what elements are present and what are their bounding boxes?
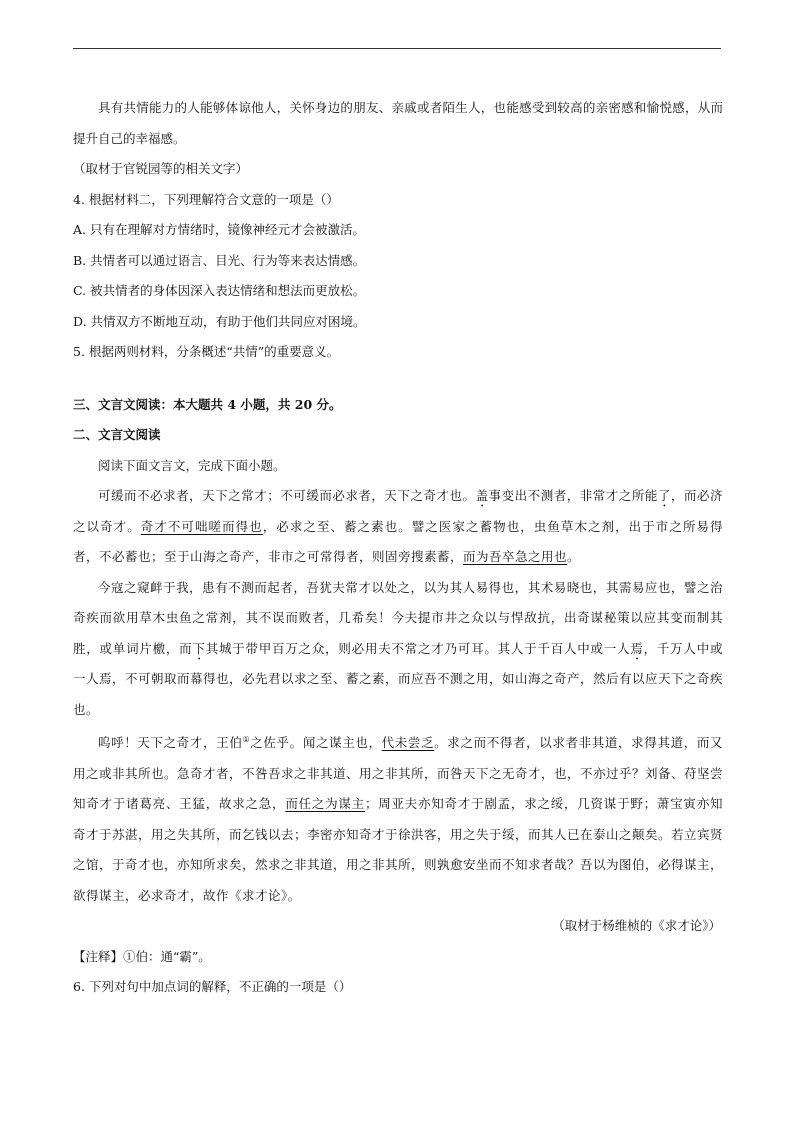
passage-line-1: 具有共情能力的人能够体谅他人，关怀身边的朋友、亲戚或者陌生人，也能感受到较高的亲密感和愉 — [98, 100, 660, 115]
footnote-marker: ① — [242, 735, 251, 744]
question-6-stem: 6. 下列对句中加点词的解释，不正确的一项是（） — [73, 979, 352, 995]
cp1-underlined-sentence-1: 奇才不可咄嗟而得也 — [140, 518, 263, 534]
cp3-text-b: 之佐乎。闻之谋主也， — [250, 735, 382, 751]
cp3-text-a: 呜呼！天下之奇才，王伯 — [98, 735, 243, 751]
section-3-title: 三、文言文阅读：本大题共 4 小题，共 20 分。 — [73, 396, 342, 412]
cp3-underlined-phrase-1: 代未尝乏 — [381, 735, 435, 751]
cp1-text-c: 事变出不测者，非常才之所能 — [488, 488, 658, 503]
cp1-text-g: ，必求之至、蓄之素也。譬之医家之蓄物也，虫鱼草木之剂，出于市之所易得者，不必蓄也；至于山海之奇产，非市之可常得者，则固旁搜素蓄， — [73, 518, 723, 564]
classical-paragraph-1 — [73, 481, 723, 573]
question-4-option-b: B. 共情者可以通过语言、目光、行为等来表达情感。 — [73, 252, 366, 268]
question-5-stem: 5. 根据两则材料，分条概述“共情”的重要意义。 — [73, 344, 340, 359]
classical-paragraph-3 — [73, 725, 723, 911]
cp3-text-d: 。求之而不得者，以求者非其道，求得其道，而又用之或非其所也。急奇才者，不咎吾求之非其道、用之非其所，而咎天下之无奇才，也，不亦过乎？刘备、苻坚尝知奇才于诸葛亮、王猛，故求之急， — [73, 735, 724, 812]
cp2-dotted-word-yan: 焉 — [630, 640, 644, 656]
section-subtitle: 二、文言文阅读 — [73, 427, 161, 442]
cp1-text-e: ，而必济之以奇才。 — [73, 488, 723, 534]
header-rule — [73, 48, 721, 49]
passage-tail-paragraph — [73, 93, 723, 154]
annotation-note: 【注释】①伯：通“霸”。 — [73, 948, 211, 964]
cp1-text-a: 可缓而不必求者，天下之常才；不可缓而必求者，天下之奇才也。 — [98, 488, 476, 503]
cp3-text-f: ；周亚夫亦知奇才于剧孟，求之绥，几资谋于野；萧宝寅亦知奇才于苏湛，用之失其所，而乞钱以去；李密亦知奇才于徐洪客，用之失于绥，而其人已在泰山之颠矣。若立宾贤之馆，于奇才也，亦知所求矣，然求之非其道，用之非其所，则孰愈安坐而不知求者哉？吾以为图伯，必得谋主，欲得谋主，必求奇才，故作《求才论》。 — [73, 796, 724, 903]
reading-instruction: 阅读下面文言文，完成下面小题。 — [98, 457, 286, 473]
cp1-dotted-word-liao: 了 — [657, 488, 671, 503]
section-gap — [73, 368, 723, 390]
cp2-text-e: ，千万人中或一人焉，不可朝取而幕得也，必先君以求之至、蓄之素，而应吾不测之用，如山海之奇产，然后有以应天下之奇疾也。 — [73, 640, 724, 717]
question-4-stem: 4. 根据材料二，下列理解符合文意的一项是（） — [73, 191, 339, 207]
cp3-underlined-phrase-2: 而任之为谋主 — [285, 796, 365, 812]
cp2-text-c: 其城于带甲百万之众，则必用夫不常之才乃可耳。其人于千百人中或一人 — [205, 640, 631, 656]
question-4-option-a: A. 只有在理解对方情绪时，镜像神经元才会被激活。 — [73, 222, 365, 237]
question-4-option-c: C. 被共情者的身体因深入表达情绪和想法而更放松。 — [73, 283, 366, 298]
passage-line-2: 悦感，从而提升自己的幸福感。 — [73, 100, 723, 146]
cp2-text-a: 今寇之窥衅于我，患有不测而起者，吾犹夫常才以处之，以为其人易得也，其术易晓也，其需易应也，譬之治奇疾而欲用草木虫鱼之常剂，其不误而败者，几希矣！今夫提市井之众以与悍敌抗，出奇谋秘策以应其变而制其胜，或单词片檄，而 — [73, 579, 723, 656]
cp2-dotted-word-xia: 下 — [192, 640, 206, 656]
passage-source: （取材于官锐园等的相关文字） — [73, 161, 249, 176]
exam-page-content — [73, 93, 723, 1003]
cp1-underlined-sentence-2: 而为吾卒急之用也 — [463, 549, 568, 564]
classical-source: （取材于杨维桢的《求才论》） — [552, 918, 721, 934]
cp1-dotted-word-gai: 盖 — [475, 488, 489, 503]
classical-paragraph-2 — [73, 573, 723, 726]
cp1-text-i: 。 — [567, 549, 581, 564]
question-4-option-d: D. 共情双方不断地互动，有助于他们共同应对困境。 — [73, 313, 366, 329]
